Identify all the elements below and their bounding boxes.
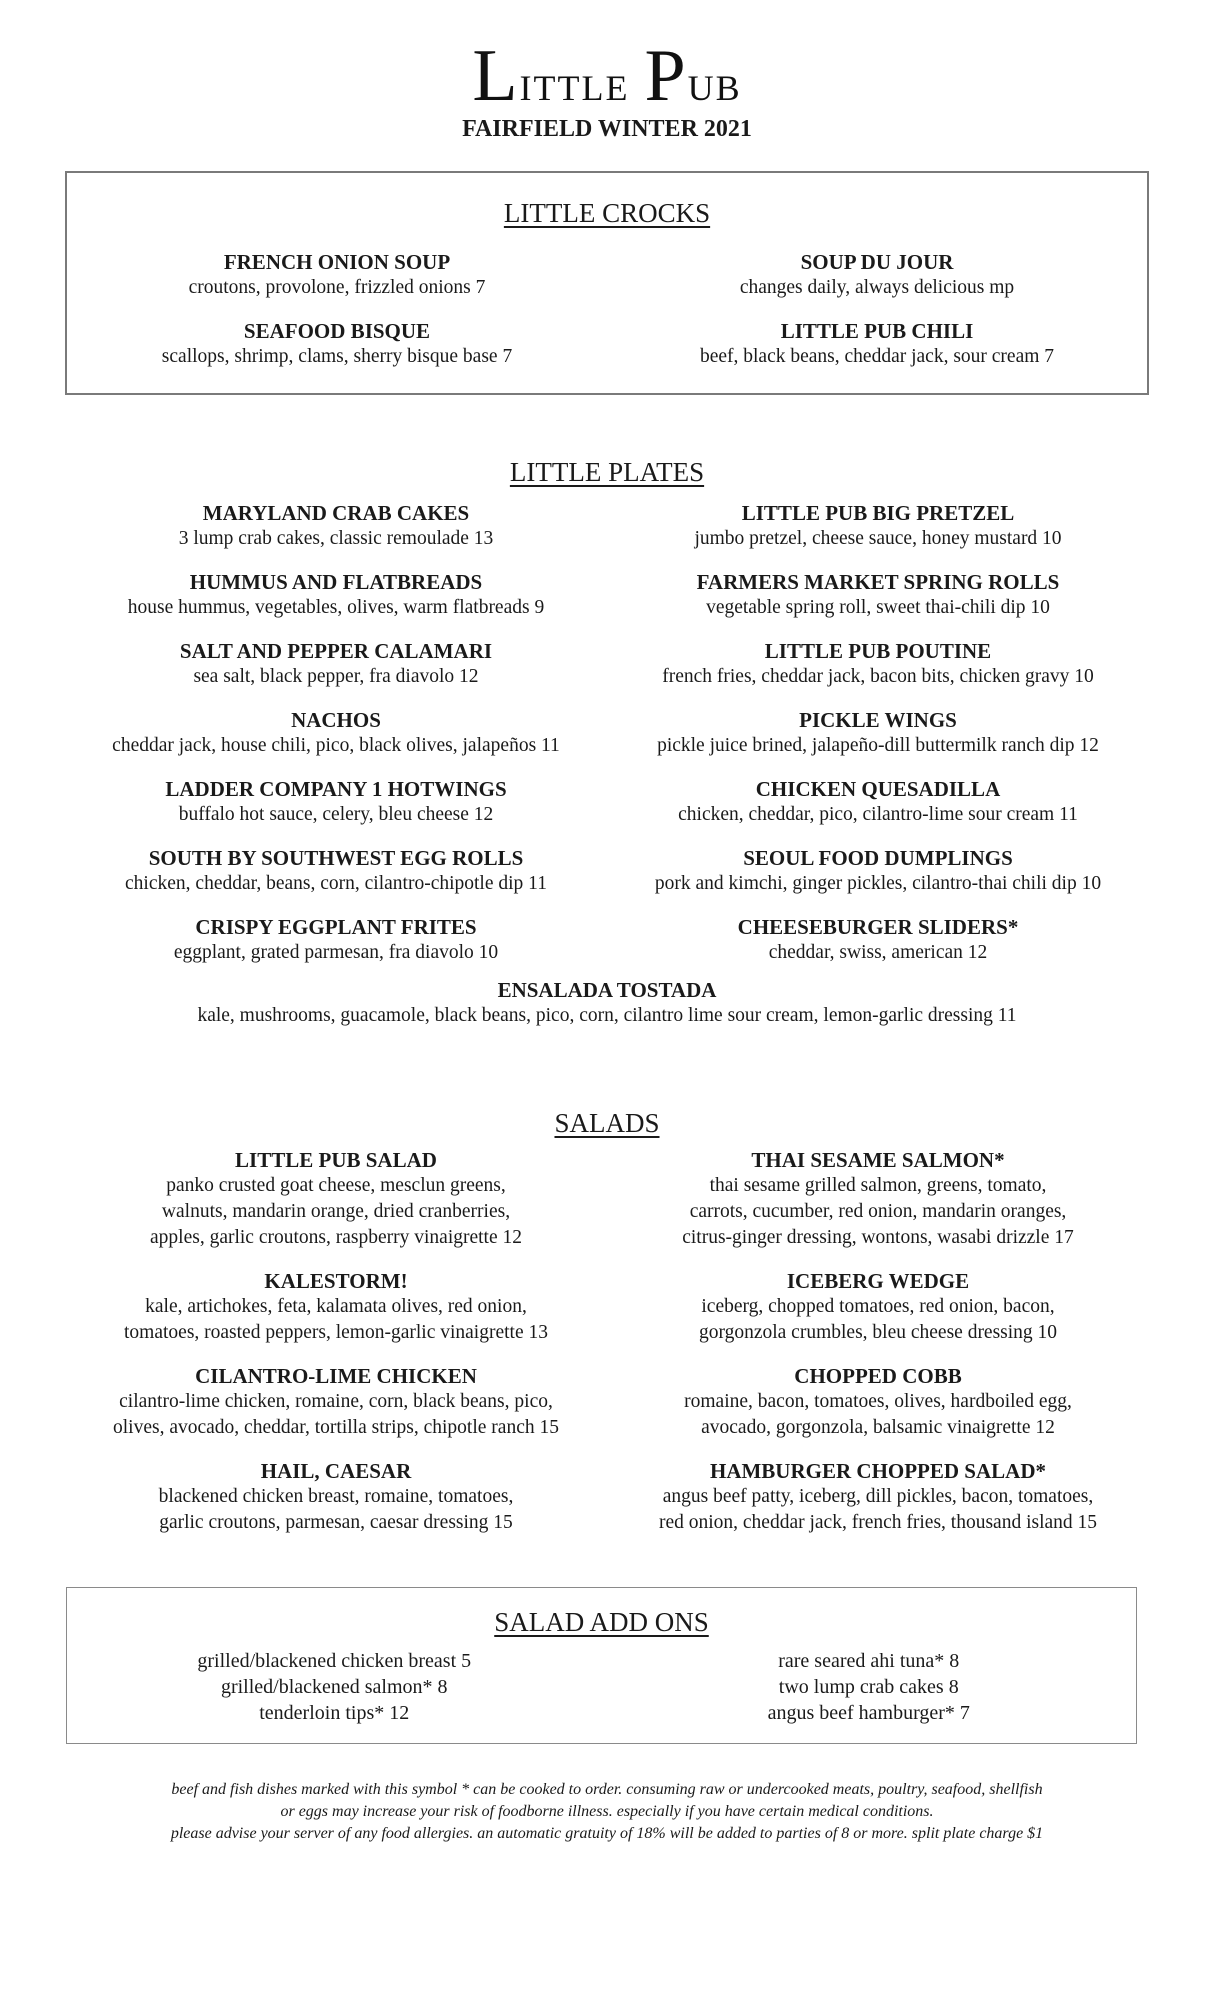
item-name: CRISPY EGGPLANT FRITES <box>195 915 477 939</box>
restaurant-logo <box>0 35 1214 117</box>
menu-item <box>65 638 607 690</box>
item-description-line: cilantro-lime chicken, romaine, corn, black beans, pico, <box>119 1391 553 1412</box>
disclaimer-line: or eggs may increase your risk of foodborne illness. especially if you have certain medical conditions. <box>280 1803 934 1820</box>
item-description-line: garlic croutons, parmesan, caesar dressing 15 <box>159 1512 513 1533</box>
menu-item <box>607 249 1147 301</box>
item-description-line: citrus-ginger dressing, wontons, wasabi drizzle 17 <box>682 1227 1074 1248</box>
menu-item <box>65 1363 607 1441</box>
item-name: ENSALADA TOSTADA <box>497 978 717 1002</box>
item-name: FARMERS MARKET SPRING ROLLS <box>696 570 1060 594</box>
addon-item: rare seared ahi tuna* 8 <box>778 1650 960 1672</box>
logo-initial-l: L <box>472 35 520 117</box>
menu-item <box>607 318 1147 370</box>
item-description: croutons, provolone, frizzled onions 7 <box>188 277 486 298</box>
addon-item: two lump crab cakes 8 <box>778 1676 959 1698</box>
item-description-line: walnuts, mandarin orange, dried cranberries, <box>161 1201 511 1222</box>
item-description-line: blackened chicken breast, romaine, tomatoes, <box>158 1486 514 1507</box>
item-name: MARYLAND CRAB CAKES <box>202 501 470 525</box>
menu-item <box>67 318 607 370</box>
item-description: eggplant, grated parmesan, fra diavolo 10 <box>173 942 499 963</box>
item-name: SALT AND PEPPER CALAMARI <box>179 639 493 663</box>
menu-item <box>65 845 607 897</box>
item-description-line: romaine, bacon, tomatoes, olives, hardboiled egg, <box>684 1391 1072 1412</box>
item-description: pickle juice brined, jalapeño-dill buttermilk ranch dip 12 <box>657 735 1099 756</box>
item-description: buffalo hot sauce, celery, bleu cheese 12 <box>178 804 494 825</box>
section-title: LITTLE CROCKS <box>503 198 711 228</box>
item-description-line: tomatoes, roasted peppers, lemon-garlic vinaigrette 13 <box>124 1322 548 1343</box>
item-description: cheddar jack, house chili, pico, black olives, jalapeños 11 <box>112 735 560 756</box>
item-description: chicken, cheddar, beans, corn, cilantro-chipotle dip 11 <box>125 873 547 894</box>
addons-right-column <box>602 1648 1137 1726</box>
logo-initial-p: P <box>644 35 688 117</box>
item-description: kale, mushrooms, guacamole, black beans, pico, corn, cilantro lime sour cream, lemon-garlic dressing 11 <box>197 1005 1017 1026</box>
item-description-line: apples, garlic croutons, raspberry vinaigrette 12 <box>150 1227 522 1248</box>
menu-subtitle: FAIRFIELD WINTER 2021 <box>462 116 752 142</box>
item-description: pork and kimchi, ginger pickles, cilantro-thai chili dip 10 <box>654 873 1102 894</box>
disclaimer-line: beef and fish dishes marked with this symbol * can be cooked to order. consuming raw or undercooked meats, poultry, seafood, shellfish <box>171 1781 1043 1798</box>
salad-add-ons-section <box>66 1587 1137 1744</box>
crocks-right-column <box>607 249 1147 387</box>
salads-right-column <box>607 1147 1149 1553</box>
section-title: LITTLE PLATES <box>509 457 705 487</box>
menu-item <box>607 1147 1149 1251</box>
menu-item <box>65 914 607 966</box>
item-name: KALESTORM! <box>264 1269 408 1293</box>
menu-header <box>0 35 1214 142</box>
item-name: ICEBERG WEDGE <box>786 1269 970 1293</box>
menu-item <box>65 569 607 621</box>
item-name: LITTLE PUB BIG PRETZEL <box>741 501 1015 525</box>
item-description: jumbo pretzel, cheese sauce, honey mustard 10 <box>694 528 1062 549</box>
menu-item <box>65 707 607 759</box>
menu-item <box>65 776 607 828</box>
menu-item <box>607 845 1149 897</box>
menu-item <box>65 1268 607 1346</box>
item-description-line: iceberg, chopped tomatoes, red onion, bacon, <box>701 1296 1055 1317</box>
menu-item <box>607 776 1149 828</box>
addons-left-column <box>67 1648 602 1726</box>
menu-item <box>607 1363 1149 1441</box>
menu-item <box>607 638 1149 690</box>
section-title: SALADS <box>554 1108 660 1138</box>
item-name: CHICKEN QUESADILLA <box>755 777 1001 801</box>
logo-word-rest: ub <box>687 55 742 112</box>
item-description-line: kale, artichokes, feta, kalamata olives, red onion, <box>145 1296 527 1317</box>
section-title: SALAD ADD ONS <box>494 1607 709 1637</box>
item-description: house hummus, vegetables, olives, warm flatbreads 9 <box>127 597 545 618</box>
item-name: LITTLE PUB SALAD <box>235 1148 437 1172</box>
item-description-line: gorgonzola crumbles, bleu cheese dressing 10 <box>698 1322 1058 1343</box>
addon-item: grilled/blackened salmon* 8 <box>220 1676 448 1698</box>
menu-item <box>65 500 607 552</box>
item-description: sea salt, black pepper, fra diavolo 12 <box>193 666 479 687</box>
plates-right-column <box>607 500 1149 983</box>
item-description: cheddar, swiss, american 12 <box>768 942 988 963</box>
item-description-line: red onion, cheddar jack, french fries, thousand island 15 <box>658 1512 1098 1533</box>
item-description: vegetable spring roll, sweet thai-chili dip 10 <box>706 597 1050 618</box>
item-name: HAMBURGER CHOPPED SALAD* <box>709 1459 1046 1483</box>
item-name: HUMMUS AND FLATBREADS <box>189 570 483 594</box>
item-description-line: thai sesame grilled salmon, greens, tomato, <box>709 1175 1047 1196</box>
item-description: french fries, cheddar jack, bacon bits, chicken gravy 10 <box>662 666 1094 687</box>
item-description-line: avocado, gorgonzola, balsamic vinaigrette 12 <box>701 1417 1055 1438</box>
item-name: SOUP DU JOUR <box>800 250 954 274</box>
item-description-line: olives, avocado, cheddar, tortilla strips, chipotle ranch 15 <box>113 1417 559 1438</box>
item-name: SEOUL FOOD DUMPLINGS <box>743 846 1013 870</box>
menu-item <box>607 1268 1149 1346</box>
menu-item <box>607 914 1149 966</box>
item-description-line: panko crusted goat cheese, mesclun greens, <box>166 1175 506 1196</box>
little-plates-section <box>65 456 1149 1029</box>
disclaimer-line: please advise your server of any food allergies. an automatic gratuity of 18% will be added to parties of 8 or more. split plate charge $1 <box>170 1825 1044 1842</box>
allergy-disclaimer <box>0 1779 1214 1845</box>
item-name: LADDER COMPANY 1 HOTWINGS <box>165 777 507 801</box>
menu-item <box>65 1147 607 1251</box>
plates-left-column <box>65 500 607 983</box>
menu-item <box>607 707 1149 759</box>
addon-item: angus beef hamburger* 7 <box>767 1702 970 1724</box>
item-name: CILANTRO-LIME CHICKEN <box>195 1364 477 1388</box>
item-description: changes daily, always delicious mp <box>739 277 1015 298</box>
salads-left-column <box>65 1147 607 1553</box>
item-name: FRENCH ONION SOUP <box>223 250 451 274</box>
item-name: LITTLE PUB POUTINE <box>764 639 992 663</box>
item-description: 3 lump crab cakes, classic remoulade 13 <box>178 528 494 549</box>
menu-item <box>67 249 607 301</box>
plates-center-item <box>65 977 1149 1029</box>
menu-item <box>65 1458 607 1536</box>
item-name: PICKLE WINGS <box>799 708 957 732</box>
crocks-left-column <box>67 249 607 387</box>
logo-word-rest: ittle <box>519 55 630 112</box>
addon-item: grilled/blackened chicken breast 5 <box>197 1650 472 1672</box>
item-description-line: carrots, cucumber, red onion, mandarin oranges, <box>689 1201 1067 1222</box>
item-name: SEAFOOD BISQUE <box>243 319 431 343</box>
item-name: LITTLE PUB CHILI <box>780 319 974 343</box>
salads-section <box>65 1107 1149 1553</box>
menu-item <box>607 500 1149 552</box>
item-name: NACHOS <box>291 708 381 732</box>
menu-item <box>607 569 1149 621</box>
item-name: CHOPPED COBB <box>794 1364 962 1388</box>
menu-item <box>607 1458 1149 1536</box>
little-crocks-section <box>65 171 1149 395</box>
item-description: chicken, cheddar, pico, cilantro-lime sour cream 11 <box>678 804 1078 825</box>
item-name: SOUTH BY SOUTHWEST EGG ROLLS <box>148 846 524 870</box>
addon-item: tenderloin tips* 12 <box>259 1702 410 1724</box>
item-description: scallops, shrimp, clams, sherry bisque base 7 <box>161 346 513 367</box>
item-name: CHEESEBURGER SLIDERS* <box>737 915 1019 939</box>
item-name: THAI SESAME SALMON* <box>751 1148 1005 1172</box>
item-description-line: angus beef patty, iceberg, dill pickles, bacon, tomatoes, <box>662 1486 1094 1507</box>
item-description: beef, black beans, cheddar jack, sour cream 7 <box>699 346 1055 367</box>
item-name: HAIL, CAESAR <box>260 1459 412 1483</box>
